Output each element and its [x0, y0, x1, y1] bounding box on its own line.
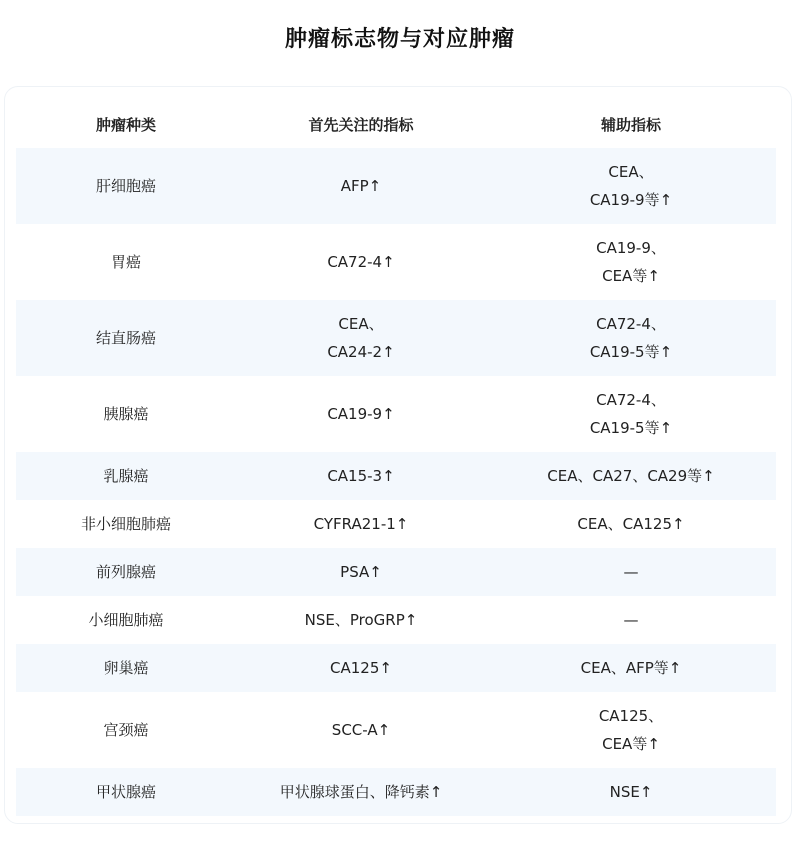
auxiliary-marker-cell [486, 692, 776, 768]
cancer-type-cell: 甲状腺癌 [16, 768, 236, 816]
auxiliary-marker-cell-line: CA72-4、 [596, 391, 666, 409]
table-header-row [16, 100, 776, 148]
primary-marker-cell-line: NSE、ProGRP↑ [304, 611, 418, 629]
auxiliary-marker-cell-line: CEA等↑ [602, 735, 660, 753]
primary-marker-cell-line: CA125↑ [330, 659, 392, 677]
auxiliary-marker-cell-line: CEA等↑ [602, 267, 660, 285]
header-cancer-type: 肿瘤种类 [95, 115, 156, 134]
table-row [16, 500, 776, 548]
auxiliary-marker-cell-line: CEA、CA125↑ [577, 515, 685, 533]
primary-marker-cell-line: PSA↑ [340, 563, 382, 581]
primary-marker-cell-line: CA19-9↑ [327, 405, 395, 423]
primary-marker-cell-line: CA24-2↑ [327, 343, 395, 361]
page-title: 肿瘤标志物与对应肿瘤 [284, 27, 515, 52]
cancer-type-cell: 宫颈癌 [16, 692, 236, 768]
auxiliary-marker-cell [486, 548, 776, 596]
auxiliary-marker-cell-line: CA19-5等↑ [589, 343, 673, 361]
table-row [16, 376, 776, 452]
marker-table [16, 100, 776, 816]
auxiliary-marker-cell-line: CEA、AFP等↑ [580, 659, 682, 677]
auxiliary-marker-cell [486, 768, 776, 816]
cancer-type-cell: 卵巢癌 [16, 644, 236, 692]
table-row [16, 452, 776, 500]
auxiliary-marker-cell-line: CA125、 [598, 707, 664, 725]
cancer-type-cell: 胰腺癌 [16, 376, 236, 452]
table-row [16, 644, 776, 692]
primary-marker-cell [236, 224, 486, 300]
auxiliary-marker-cell-line: CA19-9等↑ [589, 191, 673, 209]
header-primary-marker: 首先关注的指标 [308, 115, 414, 134]
cancer-type-cell: 胃癌 [16, 224, 236, 300]
table-row [16, 300, 776, 376]
auxiliary-marker-cell [486, 376, 776, 452]
auxiliary-marker-cell-line: NSE↑ [609, 783, 653, 801]
primary-marker-cell-line: AFP↑ [340, 177, 382, 195]
cancer-type-cell: 乳腺癌 [16, 452, 236, 500]
auxiliary-marker-cell-line: — [623, 611, 639, 629]
table-row [16, 768, 776, 816]
auxiliary-marker-cell-line: CEA、 [608, 163, 654, 181]
primary-marker-cell [236, 644, 486, 692]
primary-marker-cell [236, 692, 486, 768]
primary-marker-cell [236, 300, 486, 376]
table-row [16, 692, 776, 768]
cancer-type-cell: 前列腺癌 [16, 548, 236, 596]
primary-marker-cell-line: CA72-4↑ [327, 253, 395, 271]
table-row [16, 148, 776, 224]
auxiliary-marker-cell-line: CA72-4、 [596, 315, 666, 333]
auxiliary-marker-cell [486, 500, 776, 548]
primary-marker-cell [236, 148, 486, 224]
auxiliary-marker-cell-line: CA19-5等↑ [589, 419, 673, 437]
auxiliary-marker-cell [486, 224, 776, 300]
table-row [16, 596, 776, 644]
auxiliary-marker-cell-line: — [623, 563, 639, 581]
auxiliary-marker-cell [486, 300, 776, 376]
primary-marker-cell [236, 500, 486, 548]
table-body [16, 148, 776, 816]
primary-marker-cell [236, 768, 486, 816]
cancer-type-cell: 小细胞肺癌 [16, 596, 236, 644]
primary-marker-cell [236, 376, 486, 452]
cancer-type-cell: 非小细胞肺癌 [16, 500, 236, 548]
auxiliary-marker-cell-line: CEA、CA27、CA29等↑ [547, 467, 715, 485]
table-row [16, 548, 776, 596]
primary-marker-cell [236, 596, 486, 644]
cancer-type-cell: 结直肠癌 [16, 300, 236, 376]
auxiliary-marker-cell-line: CA19-9、 [596, 239, 666, 257]
primary-marker-cell-line: CYFRA21-1↑ [313, 515, 409, 533]
primary-marker-cell-line: SCC-A↑ [331, 721, 391, 739]
auxiliary-marker-cell [486, 596, 776, 644]
primary-marker-cell [236, 452, 486, 500]
auxiliary-marker-cell [486, 644, 776, 692]
primary-marker-cell [236, 548, 486, 596]
primary-marker-cell-line: CA15-3↑ [327, 467, 395, 485]
header-auxiliary-marker: 辅助指标 [600, 115, 661, 134]
primary-marker-cell-line: CEA、 [338, 315, 384, 333]
primary-marker-cell-line: 甲状腺球蛋白、降钙素↑ [279, 783, 443, 801]
table-row [16, 224, 776, 300]
auxiliary-marker-cell [486, 452, 776, 500]
cancer-type-cell: 肝细胞癌 [16, 148, 236, 224]
auxiliary-marker-cell [486, 148, 776, 224]
